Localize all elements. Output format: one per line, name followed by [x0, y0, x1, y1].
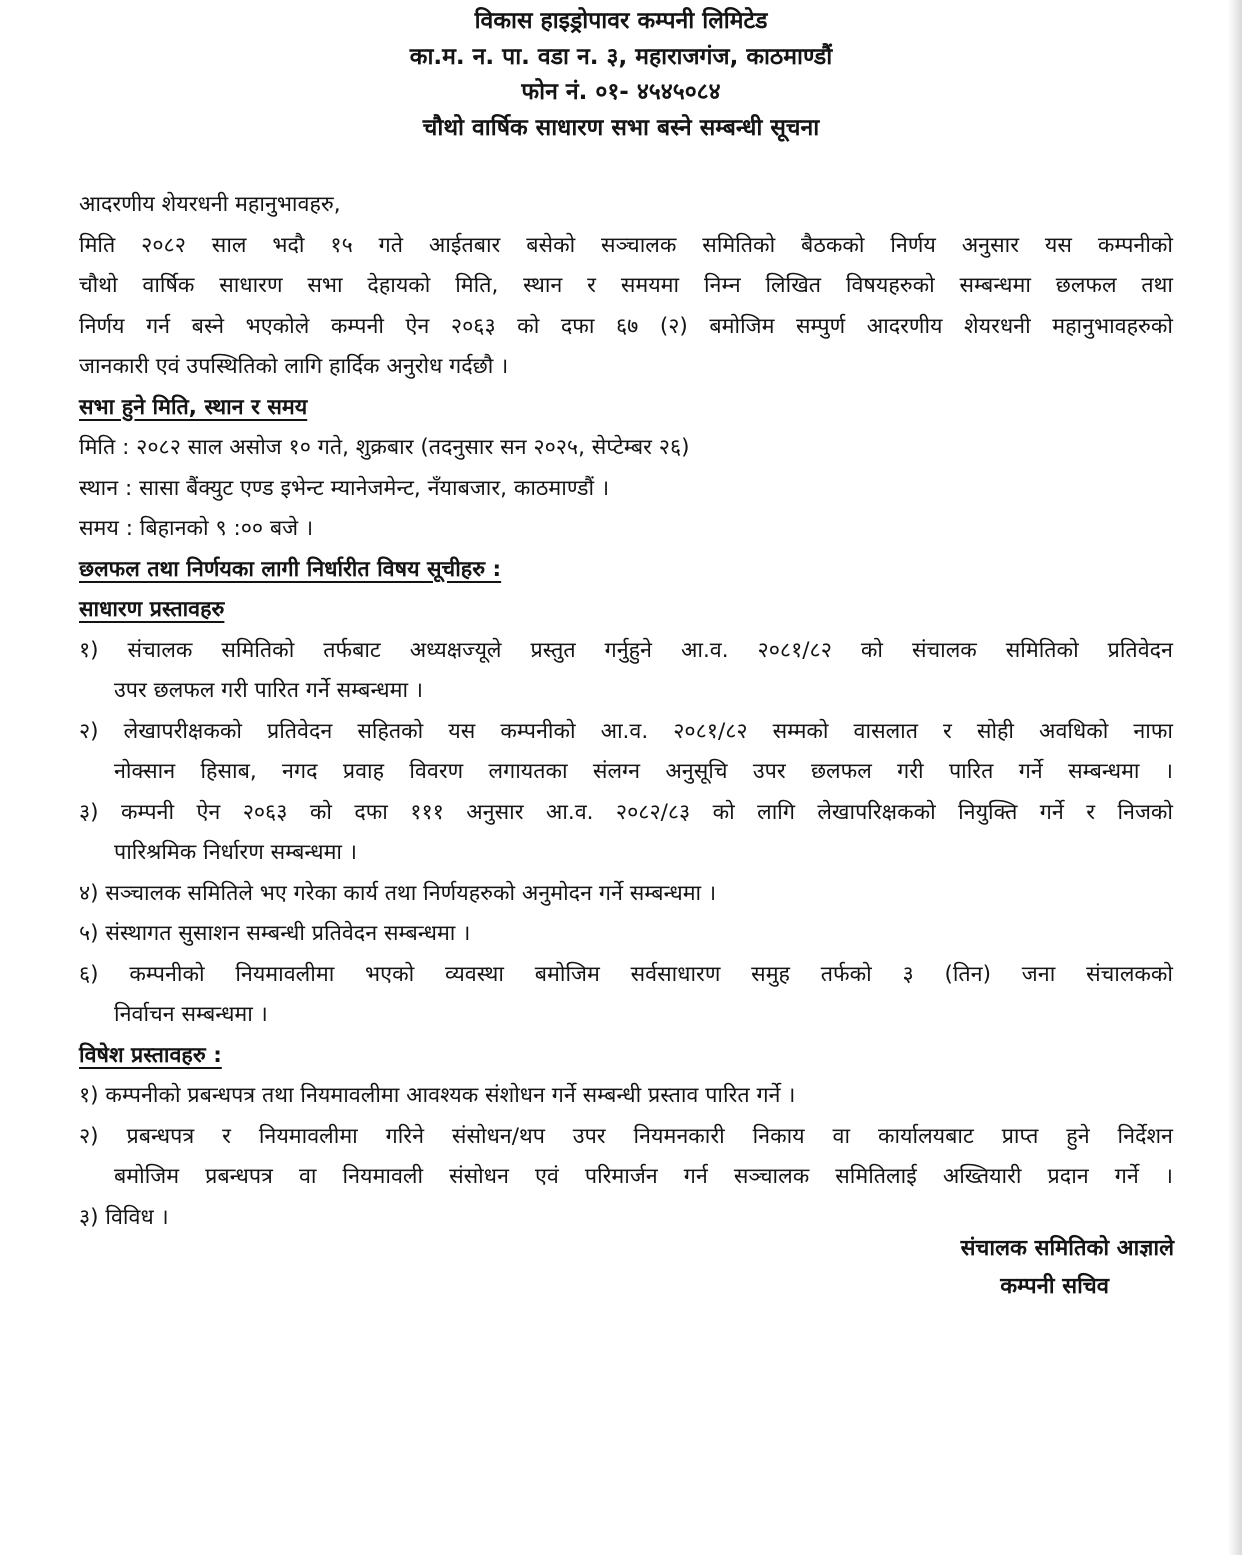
salutation: आदरणीय शेयरधनी महानुभावहरु,: [79, 192, 341, 217]
general-proposal-item: २) लेखापरीक्षकको प्रतिवेदन सहितको यस कम्पनीको आ.व. २०८१/८२ सम्मको वासलात र सोही अवधिको नाफा: [79, 718, 1173, 744]
meeting-date: मिति : २०८२ साल असोज १० गते, शुक्रबार (तदनुसार सन २०२५, सेप्टेम्बर २६): [79, 435, 690, 460]
intro-paragraph-line: मिति २०८२ साल भदौ १५ गते आईतबार बसेको सञ्चालक समितिको बैठकको निर्णय अनुसार यस कम्पनीको: [79, 232, 1173, 258]
signature-title: कम्पनी सचिव: [1000, 1274, 1109, 1299]
special-proposal-item: ३) विविध ।: [79, 1204, 169, 1230]
intro-paragraph-line: निर्णय गर्न बस्ने भएकोले कम्पनी ऐन २०६३ को दफा ६७ (२) बमोजिम सम्पुर्ण आदरणीय शेयरधनी महानुभावहरुको: [79, 313, 1173, 339]
general-proposals-heading: साधारण प्रस्तावहरु: [79, 597, 225, 622]
agenda-heading: छलफल तथा निर्णयका लागी निर्धारीत विषय सूचीहरु :: [79, 556, 502, 582]
general-proposal-item-cont: उपर छलफल गरी पारित गर्ने सम्बन्धमा ।: [114, 678, 424, 703]
signature-block: [961, 1230, 1174, 1306]
general-proposal-item: १) संचालक समितिको तर्फबाट अध्यक्षज्यूले प्रस्तुत गर्नुहुने आ.व. २०८१/८२ को संचालक समितिको प्रतिवेदन: [79, 637, 1173, 663]
special-proposal-item: २) प्रबन्धपत्र र नियमावलीमा गरिने संसोधन/थप उपर नियमनकारी निकाय वा कार्यालयबाट प्राप्त हुने निर्देशन: [79, 1123, 1173, 1149]
special-proposal-item-cont: बमोजिम प्रबन्धपत्र वा नियमावली संसोधन एवं परिमार्जन गर्न सञ्चालक समितिलाई अख्तियारी प्रदान गर्ने ।: [114, 1164, 1173, 1189]
company-name: विकास हाइड्रोपावर कम्पनी लिमिटेड: [474, 8, 768, 34]
general-proposal-item-cont: पारिश्रमिक निर्धारण सम्बन्धमा ।: [114, 840, 357, 865]
general-proposal-item: ६) कम्पनीको नियमावलीमा भएको व्यवस्था बमोजिम सर्वसाधारण समुह तर्फको ३ (तिन) जना संचालकको: [79, 961, 1173, 987]
special-proposals-heading: विषेश प्रस्तावहरु :: [79, 1042, 222, 1068]
company-phone: फोन नं. ०१- ४५४५०८४: [521, 79, 721, 105]
notice-body: [79, 185, 1173, 1238]
general-proposal-item-cont: निर्वाचन सम्बन्धमा ।: [114, 1002, 268, 1027]
meeting-venue: स्थान : सासा बैंक्युट एण्ड इभेन्ट म्यानेजमेन्ट, नँयाबजार, काठमाण्डौं ।: [79, 475, 610, 501]
notice-subject: चौथो वार्षिक साधारण सभा बस्ने सम्बन्धी सूचना: [422, 114, 820, 141]
special-proposal-item: १) कम्पनीको प्रबन्धपत्र तथा नियमावलीमा आवश्यक संशोधन गर्ने सम्बन्धी प्रस्ताव पारित गर्ने ।: [79, 1083, 796, 1108]
general-proposal-item: ५) संस्थागत सुसाशन सम्बन्धी प्रतिवेदन सम्बन्धमा ।: [79, 921, 471, 946]
general-proposal-item: ४) सञ्चालक समितिले भए गरेका कार्य तथा निर्णयहरुको अनुमोदन गर्ने सम्बन्धमा ।: [79, 880, 717, 906]
company-address: का.म. न. पा. वडा न. ३, महाराजगंज, काठमाण्डौं: [409, 43, 833, 70]
intro-paragraph-line: चौथो वार्षिक साधारण सभा देहायको मिति, स्थान र समयमा निम्न लिखित विषयहरुको सम्बन्धमा छलफल तथा: [79, 273, 1173, 298]
page-edge-shadow: [1228, 0, 1242, 1555]
notice-header: [0, 4, 1242, 146]
signature-authority: संचालक समितिको आज्ञाले: [960, 1236, 1174, 1261]
meeting-time: समय : बिहानको ९ :०० बजे ।: [79, 516, 314, 541]
intro-paragraph-line: जानकारी एवं उपस्थितिको लागि हार्दिक अनुरोध गर्दछौ ।: [79, 354, 509, 379]
general-proposal-item: ३) कम्पनी ऐन २०६३ को दफा १११ अनुसार आ.व. २०८२/८३ को लागि लेखापरिक्षकको नियुक्ति गर्ने र निजको: [79, 799, 1173, 825]
general-proposal-item-cont: नोक्सान हिसाब, नगद प्रवाह विवरण लगायतका संलग्न अनुसूचि उपर छलफल गरी पारित गर्ने सम्बन्धमा ।: [114, 759, 1173, 784]
meeting-heading: सभा हुने मिति, स्थान र समय: [79, 394, 308, 420]
